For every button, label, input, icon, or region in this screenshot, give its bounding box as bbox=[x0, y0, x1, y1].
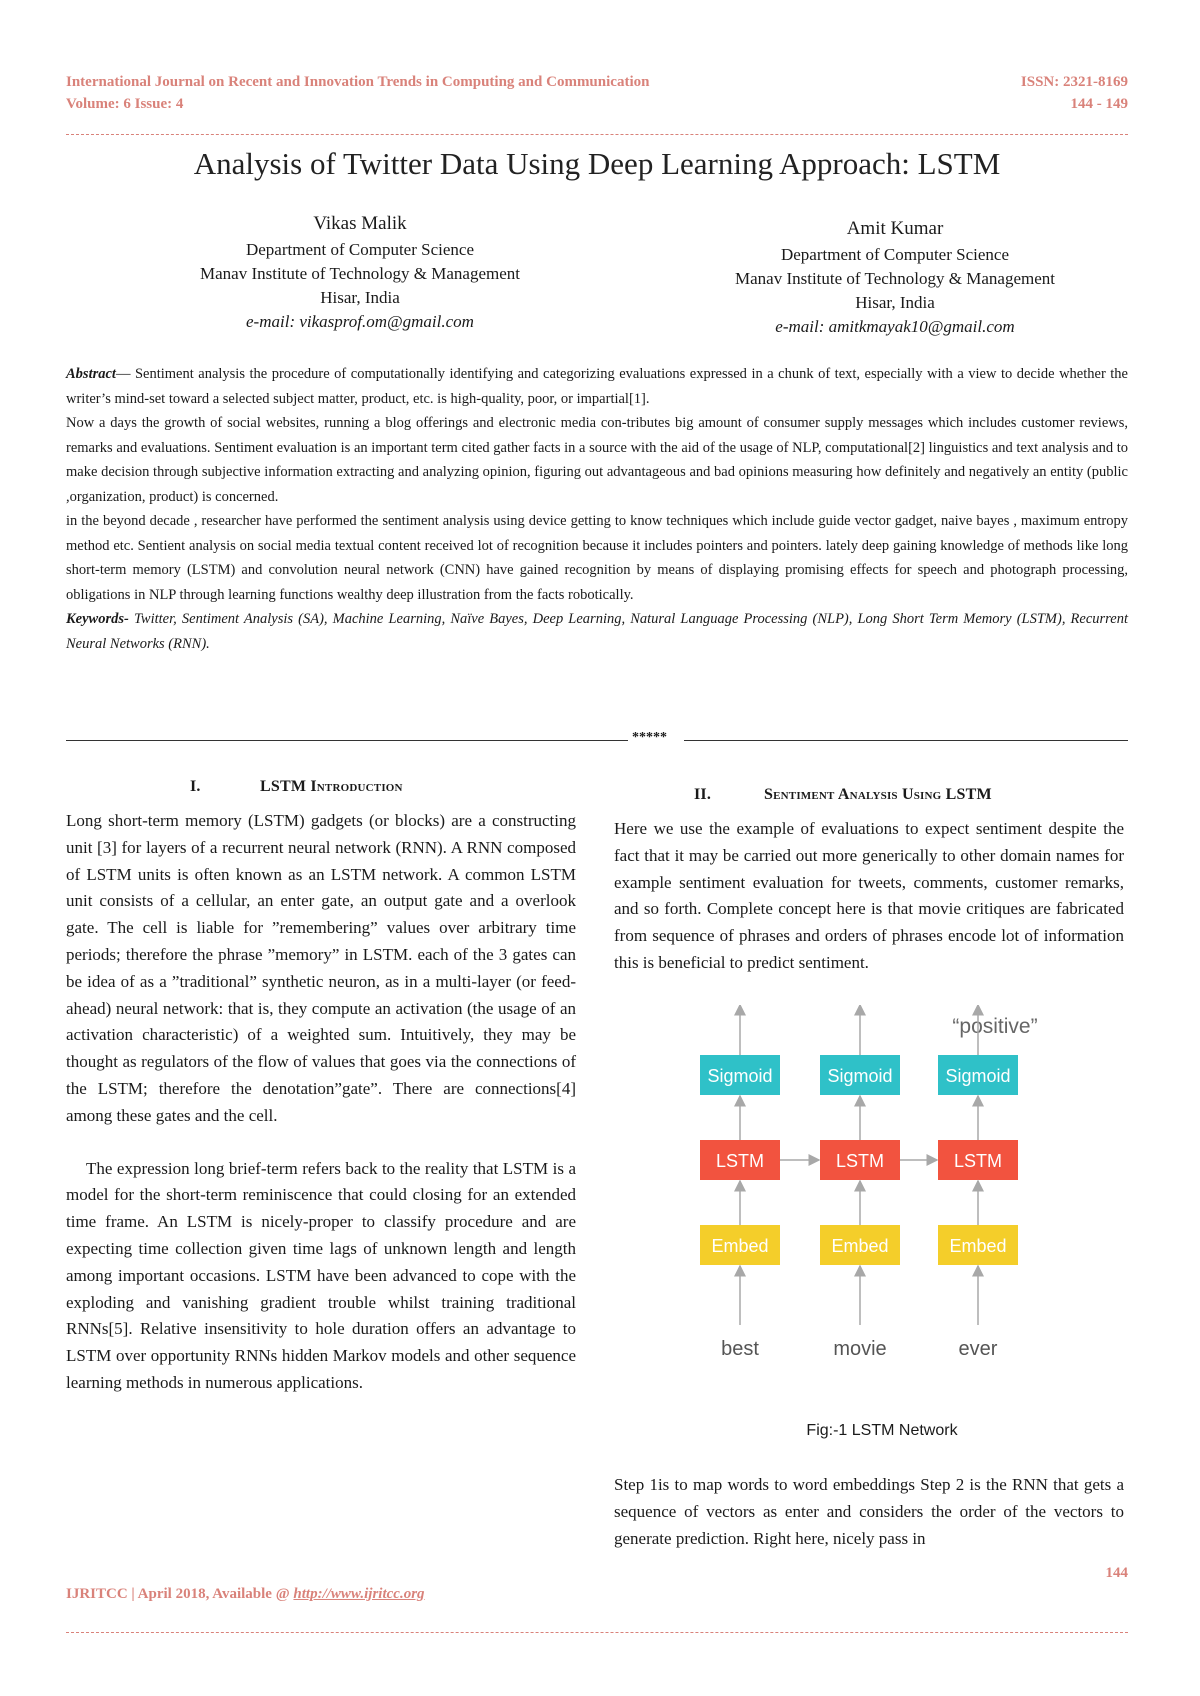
page-range: 144 - 149 bbox=[1070, 96, 1128, 112]
output-label: “positive” bbox=[952, 1015, 1038, 1038]
issn: ISSN: 2321-8169 bbox=[1020, 74, 1128, 90]
lstm-block-label: LSTM bbox=[715, 1151, 765, 1171]
abstract-paragraph: in the beyond decade , researcher have performed the sentiment analysis using device getting to know techniques which include guide vector gadget, naive bayes , maximum entropy method etc. Sentient analysis on social media textual content received lot of recognition because it includes pointers and pointers. lately deep gaining knowledge of methods like long short-term memory (LSTM) and convolution neural network (CNN) have gained recognition by means of displaying promising effects for speech and photograph processing, obligations in NLP through learning functions wealthy deep illustration from the facts robotically. bbox=[66, 513, 1128, 603]
author-city: Hisar, India bbox=[320, 288, 400, 307]
separator-line bbox=[66, 740, 628, 741]
author-name: Vikas Malik bbox=[313, 213, 407, 234]
volume-issue: Volume: 6 Issue: 4 bbox=[66, 96, 184, 112]
lstm-block-label: LSTM bbox=[835, 1151, 885, 1171]
author-block-1 bbox=[110, 212, 610, 334]
input-word: best bbox=[721, 1338, 759, 1360]
section-heading-2: II. Sentiment Analysis Using LSTM bbox=[694, 786, 992, 803]
author-dept: Department of Computer Science bbox=[245, 240, 474, 259]
embed-block-label: Embed bbox=[711, 1236, 769, 1256]
footer: IJRITCC | April 2018, Available @ http://www.ijritcc.org bbox=[66, 1586, 425, 1602]
author-inst: Manav Institute of Technology & Management bbox=[199, 264, 520, 283]
section-2-body-continued bbox=[614, 1472, 1124, 1552]
body-paragraph: Step 1is to map words to word embeddings Step 2 is the RNN that gets a sequence of vectors as enter and considers the order of the vectors to generate prediction. Right here, nicely pass in bbox=[614, 1475, 1124, 1548]
input-word: ever bbox=[958, 1338, 998, 1360]
keywords: Keywords- Twitter, Sentiment Analysis (SA), Machine Learning, Naïve Bayes, Deep Learning, Natural Language Processing (NLP), Long Short Term Memory (LSTM), Recurrent Neural Networks (RNN). bbox=[66, 611, 1128, 652]
separator-line bbox=[684, 740, 1128, 741]
journal-link[interactable]: http://www.ijritcc.org bbox=[293, 1586, 425, 1602]
separator-stars: ***** bbox=[632, 730, 667, 745]
abstract-label: Abstract bbox=[66, 366, 116, 382]
author-email[interactable]: e-mail: amitkmayak10@gmail.com bbox=[775, 317, 1015, 336]
embed-block-label: Embed bbox=[831, 1236, 889, 1256]
body-paragraph: Long short-term memory (LSTM) gadgets (or blocks) are a constructing unit [3] for layers of a recurrent neural network (RNN). A RNN composed of LSTM units is often known as an LSTM network. A common LSTM unit consists of a cellular, an enter gate, an output gate and a overlook gate. The cell is liable for ”remembering” values over arbitrary time periods; therefore the phrase ”memory” in LSTM. each of the 3 gates can be idea of as a ”traditional” synthetic neuron, as in a multi-layer (or feed-ahead) neural network: that is, they compute an activation (the usage of an activation characteristic) of a weighted sum. Intuitively, they may be thought as regulators of the flow of values that goes via the connections of the LSTM; therefore the denotation”gate”. There are connections[4] among these gates and the cell. bbox=[66, 811, 576, 1125]
figure-caption: Fig:-1 LSTM Network bbox=[806, 1422, 958, 1439]
abstract-paragraph: Now a days the growth of social websites, running a blog offerings and electronic media con-tributes big amount of consumer supply messages which includes customer reviews, remarks and evaluations. Sentiment evaluation is an important term cited gather facts in a source with the aid of the usage of NLP, computational[2] linguistics and text analysis and to make decision through subjective information extracting and analyzing opinion, figuring out advantageous and bad opinions measuring how definitely and negatively an entity (public ,organization, product) is concerned. bbox=[66, 415, 1128, 505]
journal-name: International Journal on Recent and Innovation Trends in Computing and Communication bbox=[66, 74, 650, 90]
keywords-label: Keywords- bbox=[66, 611, 129, 627]
lstm-network-figure bbox=[660, 1005, 1130, 1415]
sigmoid-block-label: Sigmoid bbox=[945, 1066, 1011, 1086]
author-name: Amit Kumar bbox=[846, 218, 944, 239]
author-block-2 bbox=[645, 217, 1145, 339]
section-separator bbox=[66, 730, 1128, 750]
section-heading-1: I. LSTM Introduction bbox=[190, 778, 403, 795]
page-number: 144 bbox=[1105, 1565, 1128, 1581]
section-2-body bbox=[614, 816, 1124, 977]
body-paragraph: Here we use the example of evaluations to expect sentiment despite the fact that it may be carried out more generically to other domain names for example sentiment evaluation for tweets, comments, customer remarks, and so forth. Complete concept here is that movie critiques are fabricated from sequence of phrases and orders of phrases encode lot of information this is beneficial to predict sentiment. bbox=[614, 819, 1124, 972]
section-1-body bbox=[66, 808, 576, 1397]
sigmoid-block-label: Sigmoid bbox=[707, 1066, 773, 1086]
author-city: Hisar, India bbox=[855, 293, 935, 312]
lstm-block-label: LSTM bbox=[953, 1151, 1003, 1171]
input-word: movie bbox=[833, 1338, 887, 1360]
abstract-paragraph: Abstract— Sentiment analysis the procedure of computationally identifying and categorizing evaluations expressed in a chunk of text, especially with a view to decide whether the writer’s mind-set toward a selected subject matter, product, etc. is high-quality, poor, or impartial[1]. bbox=[66, 366, 1128, 407]
sigmoid-block-label: Sigmoid bbox=[827, 1066, 893, 1086]
paper-title: Analysis of Twitter Data Using Deep Learning Approach: LSTM bbox=[193, 146, 1001, 181]
embed-block-label: Embed bbox=[949, 1236, 1007, 1256]
abstract bbox=[66, 362, 1128, 656]
header-rule bbox=[66, 134, 1128, 135]
author-dept: Department of Computer Science bbox=[780, 245, 1009, 264]
body-paragraph: The expression long brief-term refers back to the reality that LSTM is a model for the short-term reminiscence that could closing for an extended time frame. An LSTM is nicely-proper to classify procedure and are expecting time collection given time lags of unknown length and length among important occasions. LSTM have been advanced to cope with the exploding and vanishing gradient trouble whilst training traditional RNNs[5]. Relative insensitivity to hole duration offers an advantage to LSTM over opportunity RNNs hidden Markov models and other sequence learning methods in numerous applications. bbox=[66, 1158, 576, 1392]
author-inst: Manav Institute of Technology & Management bbox=[734, 269, 1055, 288]
author-email[interactable]: e-mail: vikasprof.om@gmail.com bbox=[246, 312, 474, 331]
footer-rule bbox=[66, 1632, 1128, 1633]
